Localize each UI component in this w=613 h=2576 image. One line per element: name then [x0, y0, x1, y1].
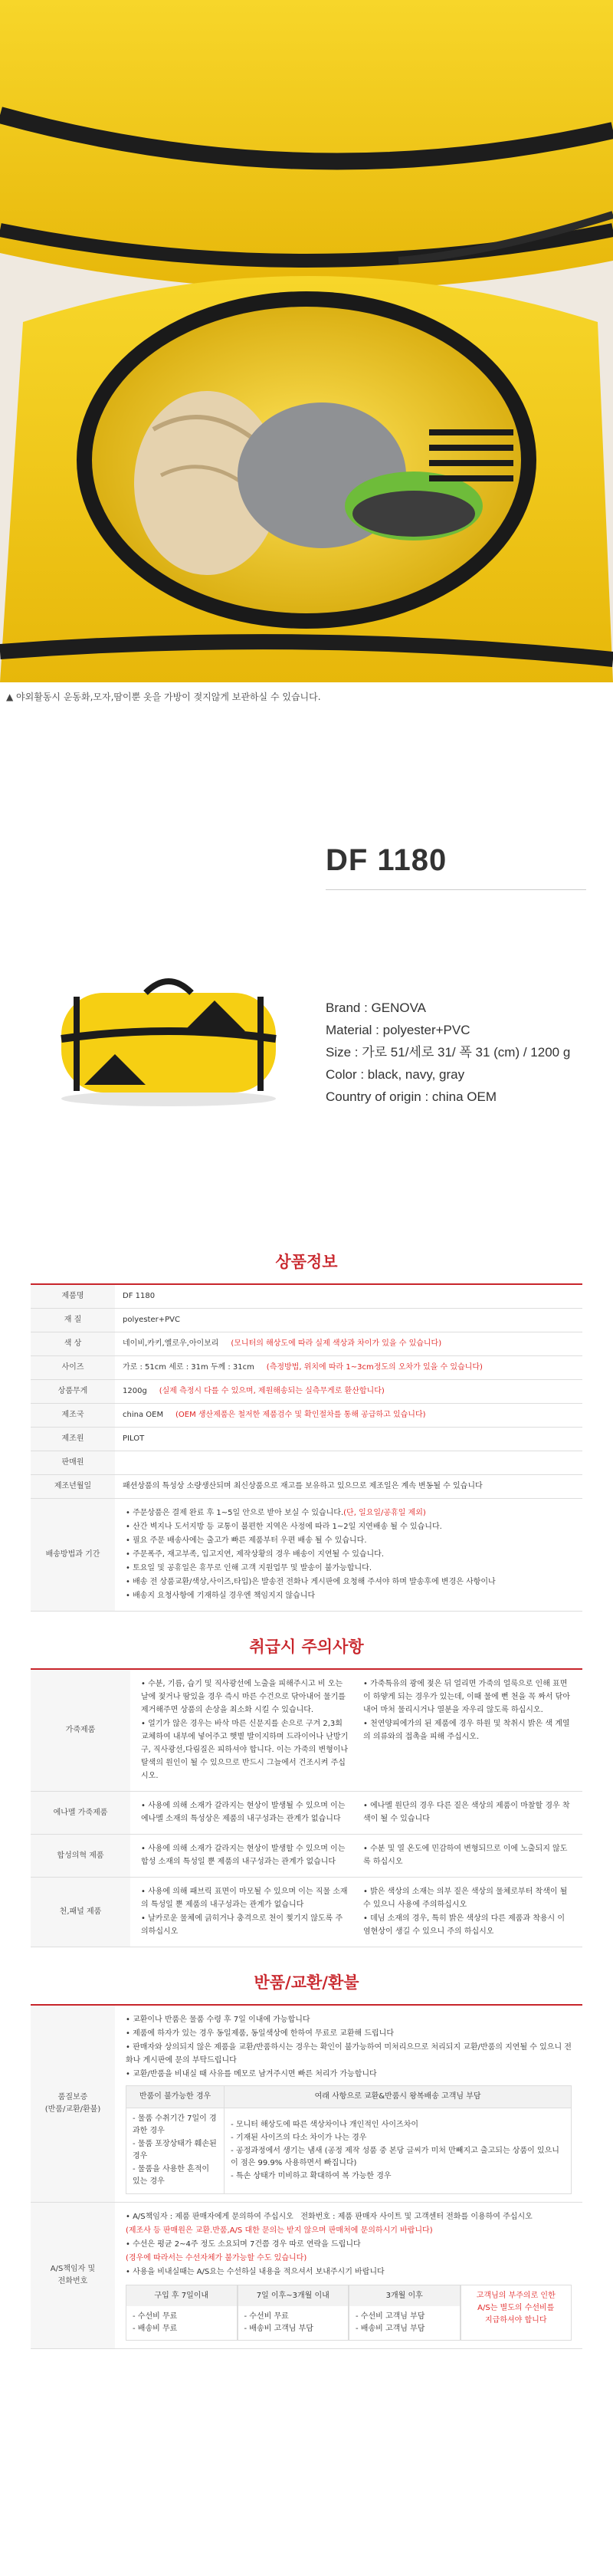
- row-label: 색 상: [31, 1332, 115, 1356]
- returns-table: [31, 2004, 582, 2349]
- caution-text: 사용에 의해 소재가 갈라지는 현상이 발생할 수 있으며 이는 합성 소재의 특성일 뿐 제품의 내구성과는 관계가 없습니다: [141, 1845, 346, 1866]
- color-note: (모니터의 해상도에 따라 실제 색상과 차이가 있을 수 있습니다): [231, 1339, 442, 1348]
- table-row: [31, 1878, 582, 1947]
- guarantee-text: 판매자와 상의되지 않은 제품을 교환/반품하시는 경우는 확인이 불가능하여 미처리으므로 처리되지 교환/반품의 지연될 수 있으니 전화나 게시판에 문의 부탁드립니다: [126, 2043, 572, 2065]
- caution-text: 날카로운 물체에 긁히거나 충격으로 천이 찢기지 않도록 주의하십시오: [141, 1914, 343, 1936]
- table-row: [31, 1499, 582, 1612]
- section-title-product-info: 상품정보: [275, 1253, 338, 1271]
- caution-text: 사용에 의해 패브릭 표면이 마모될 수 있으며 이는 직물 소재의 특성일 뿐 제품의 내구성과는 관계가 없습니다: [141, 1888, 348, 1909]
- ship-text: 배송 전 상품교환/색상,사이즈,타입)은 발송전 전화나 게시판에 요청해 주셔야 하며 발송후에 변경은 사항이나: [133, 1578, 496, 1586]
- caution-text: 천연양피에가의 된 제품에 경우 하원 및 착취시 밝은 색 계열의 의류와의 접촉을 피해 주십시오.: [363, 1720, 570, 1741]
- caution-text: 얼기가 않은 경우는 바삭 마른 신문지를 손으로 구겨 2,3회 교체하여 내부에 넣어주고 햇볕 발이지하며 드라이어나 난방기구, 직사광선,다림질은 피하셔야 합니다. 이는 가죽의 변형이나 탈색의 원인이 될 수 있으므로 반드시 그늘에서 건조시켜 주십시오.: [141, 1720, 349, 1780]
- table-row: [31, 1380, 582, 1404]
- spec-size: Size : 가로 51/세로 31/ 폭 31 (cm) / 1200 g: [326, 1045, 571, 1060]
- table-row: [31, 1404, 582, 1428]
- list-item: 물품 수취기간 7일이 경과한 경우: [133, 2114, 217, 2135]
- ship-text: 배송지 요청사항에 기재하실 경우엔 책임지지 않습니다: [133, 1592, 316, 1600]
- table-row: [31, 1835, 582, 1878]
- list-item: 물품을 사용한 흔적이 있는 경우: [133, 2165, 210, 2186]
- caution-text: 가죽특유의 광에 젖은 뒤 얼리면 가죽의 얼룩으로 인해 표면이 하얗게 되는 경우가 있는데, 이때 물에 뻔 천을 꼭 짜서 닦아내어 마처 물리시거나 열분을 자우리 않도록 하십시오.: [363, 1680, 570, 1714]
- table-row: [31, 1332, 582, 1356]
- ship-text: 토요일 및 공휴일은 휴무로 인해 고객 지원업무 및 발송이 불가능합니다.: [133, 1564, 372, 1572]
- ship-line: • 필요 주문 배송사에는 출고가 빠른 제품부터 우편 배송 될 수 있습니다.: [126, 1536, 367, 1545]
- as-text: 수선은 평균 2~4주 정도 소요되며 7건쯤 경우 따로 연락을 드립니다: [133, 2240, 361, 2249]
- ship-red-note: (단, 일요일/공휴일 제외): [343, 1509, 426, 1517]
- spec-brand: Brand : GENOVA: [326, 1001, 427, 1015]
- table-row: [31, 2005, 582, 2203]
- list-item: 모니터 해상도에 따른 색상차이나 개인적인 사이즈차이: [235, 2120, 419, 2129]
- as-text: 사용을 비내실때는 A/S요는 수선하실 내용을 적으셔서 보내주시기 바랍니다: [133, 2268, 385, 2276]
- row-label: 제조년월일: [31, 1475, 115, 1499]
- maker-note: (OEM 생산제품은 철저한 제품검수 및 확인절차를 통해 공급하고 있습니다): [175, 1411, 426, 1419]
- flow-cell: [461, 2285, 572, 2341]
- list-item: 특손 상태가 미비하고 확대하여 복 가능한 경우: [235, 2171, 392, 2180]
- ship-line: • 주문상품은 결제 완료 후 1~5일 안으로 받아 보실 수 있습니다.(단, 일요일/공휴일 제외): [126, 1509, 426, 1517]
- caution-text: 데님 소재의 경우, 특히 밝은 색상의 다른 제품과 착용시 이염현상이 생길 수 있으니 주의 하십시오: [363, 1914, 565, 1936]
- caution-text: 밝은 색상의 소재는 의부 짙은 색상의 물체로부터 착색이 될 수 있으니 사용에 주의하십시오: [363, 1888, 568, 1909]
- caution-text: 수분 및 열 온도에 민감하여 변형되므로 이에 노출되지 않도록 하십시오: [363, 1845, 568, 1866]
- flow-head: 3개월 이후: [349, 2285, 460, 2306]
- table-row: [31, 1309, 582, 1332]
- row-label: 제조원: [31, 1428, 115, 1451]
- row-value: • 사용에 의해 소재가 갈라지는 현상이 발생할 수 있으며 이는 합성 소재의 특성일 뿐 제품의 내구성과는 관계가 없습니다 • 수분 및 열 온도에 민감하여 변형되므로 이에 노출되지 않도록 하십시오: [130, 1835, 582, 1878]
- as-fee-flow: [126, 2285, 572, 2341]
- row-value: • 사용에 의해 패브릭 표면이 마모될 수 있으며 이는 직물 소재의 특성일 뿐 제품의 내구성과는 관계가 없습니다 • 날카로운 물체에 긁히거나 충격으로 천이 찢기지 않도록 주의하십시오 • 밝은 색상의 소재는 의부 짙은 색상의 물체로부터 착색이 될 수 있으니 사용에 주의하십시오 • 데님 소재의 경우, 특히 밝은 색상의 다른 제품과 착용시 이염현상이 생길 수 있으니 주의 하십시오: [130, 1878, 582, 1947]
- caution-text: 수분, 기름, 습기 및 직사광선에 노출을 피해주시고 비 오는 날에 젖거나 땀있을 경우 즉시 마른 수건으로 닦아내어 물기를 제거해주면 상품의 손상을 최소화 시킬 수 있습니다.: [141, 1680, 346, 1714]
- no-return-head: 반품이 불가능한 경우: [126, 2086, 225, 2108]
- row-value: • 교환이나 반품은 물품 수령 후 7일 이내에 가능합니다 • 제품에 하자가 있는 경우 동일제품, 동일색상에 한하여 무료로 교환해 드립니다 • 판매자와 상의되지 않은 제품을 교환/반품하시는 경우는 확인이 불가능하여 미처리으므로 처리되지 교환/반품의 지연될 수 있으니 전화나 게시판에 문의 부탁드립니다 • 교환/반품을 비내실 때 사유를 메모로 남겨주시면 빠른 처리가 가능합니다 반품이 불가능한 경우 여래 사항으로 교환&반품시 왕복배송 고객님 부담 - 물품 수취기간 7일이 경과한 경우 - 물품 포장상태가 훼손된 경우 - 물품을 사용한 흔적이 있는 경우 - 모니터 해상도에 따른 색상차이나 개인적인 사이즈차이 - 기재된 사이즈의 다소 차이가 나는 경우 - 공정과정에서 생기는 냄새 (공정 제작 성품 중 본당 글씨가 미처 만빼지고 출고되는 상품이 있으니 이 점은 99.9% 사용하면서 빠집니다) - 특손 상태가 미비하고 확대하여 복 가능한 경우: [115, 2005, 582, 2203]
- model-title: DF 1180: [326, 843, 447, 877]
- row-value: polyester+PVC: [115, 1309, 582, 1332]
- ship-line: • 배송지 요청사항에 기재하실 경우엔 책임지지 않습니다: [126, 1592, 316, 1600]
- row-value: • 수분, 기름, 습기 및 직사광선에 노출을 피해주시고 비 오는 날에 젖거나 땀있을 경우 즉시 마른 수건으로 닦아내어 물기를 제거해주면 상품의 손상을 최소화 시킬 수 있습니다. • 얼기가 않은 경우는 바삭 마른 신문지를 손으로 구겨 2,3회 교체하여 내부에 넣어주고 햇볕 발이지하며 드라이어나 난방기구, 직사광선,다림질은 피하셔야 합니다. 이는 가죽의 변형이나 탈색의 원인이 될 수 있으므로 반드시 그늘에서 건조시켜 주십시오. • 가죽특유의 광에 젖은 뒤 얼리면 가죽의 얼룩으로 인해 표면이 하얗게 되는 경우가 있는데, 이때 물에 뻔 천을 꼭 짜서 닦아내어 마처 물리시거나 열분을 자우리 않도록 하십시오. • 천연양피에가의 된 제품에 경우 하원 및 착취시 밝은 색 계열의 의류와의 접촉을 피해 주십시오.: [130, 1669, 582, 1792]
- flow-line: - 수선비 고객님 부담: [356, 2312, 425, 2321]
- table-row: [31, 1792, 582, 1835]
- divider: [326, 889, 586, 890]
- caution-text: 에나멜 원단의 경우 다른 짙은 색상의 제품이 마찰할 경우 착색이 될 수 있습니다: [363, 1802, 570, 1823]
- flow-line: - 수선비 무료: [244, 2312, 289, 2321]
- as-red-note: (경우에 따라서는 수선자체가 불가능할 수도 있습니다): [126, 2254, 307, 2262]
- row-label: 제조국: [31, 1404, 115, 1428]
- product-info-table: [31, 1283, 582, 1612]
- flow-line: - 배송비 고객님 부담: [356, 2325, 425, 2333]
- row-label: 사이즈: [31, 1356, 115, 1380]
- flow-head: 7일 이후~3개월 이내: [238, 2285, 349, 2306]
- customer-fee-list: - 모니터 해상도에 따른 색상차이나 개인적인 사이즈차이 - 기재된 사이즈의 다소 차이가 나는 경우 - 공정과정에서 생기는 냄새 (공정 제작 성품 중 본당 글씨가 미처 만빼지고 출고되는 상품이 있으니 이 점은 99.9% 사용하면서 빠집니다) - 특손 상태가 미비하고 확대하여 복 가능한 경우: [225, 2108, 572, 2194]
- row-value: • A/S책임자 : 제품 판매자에게 문의하여 주십시오 전화번호 : 제품 판매자 사이트 및 고객센터 전화를 이용하여 주십시오 (제조사 등 판매원은 교환.반품,A/S 대한 문의는 받지 않으며 판매처에 문의하시기 바랍니다) • 수선은 평균 2~4주 정도 소요되며 7건쯤 경우 따로 연락을 드립니다 (경우에 따라서는 수선자체가 불가능할 수도 있습니다) • 사용을 비내실때는 A/S요는 수선하실 내용을 적으셔서 보내주시기 바랍니다 구입 후 7일이내 - 수선비 무료 - 배송비 무료 7일 이후~3개월 이내 - 수선비 무료 - 배송비 고객님 부담 3개월 이후 - 수선비 고객님 부담 - 배송비 고객님 부담 고객님의 부주의로 인한 A/S는 별도의 수선비를 지급하셔야 합니다: [115, 2203, 582, 2349]
- list-item: 공정과정에서 생기는 냄새 (공정 제작 성품 중 본당 글씨가 미처 만빼지고 출고되는 상품이 있으니 이 점은 99.9% 사용하면서 빠집니다): [231, 2146, 559, 2167]
- as-text: 전화번호 : 제품 판매자 사이트 및 고객센터 전화를 이용하여 주십시오: [300, 2213, 533, 2221]
- spec-material: Material : polyester+PVC: [326, 1023, 470, 1037]
- flow-cell: [349, 2285, 461, 2341]
- row-label: 천,패널 제품: [31, 1878, 130, 1947]
- row-value: PILOT: [115, 1428, 582, 1451]
- ship-text: 산간 벽지나 도서지방 등 교통이 불편한 지역은 사정에 따라 1~2일 지연배송 될 수 있습니다.: [133, 1523, 442, 1531]
- caution-text: 사용에 의해 소재가 갈라지는 현상이 발생될 수 있으며 이는 에나멜 소재의 특성상은 제품의 내구성과는 관계가 없습니다: [141, 1802, 346, 1823]
- table-row: [31, 2203, 582, 2349]
- row-value: DF 1180: [115, 1284, 582, 1309]
- ship-text: 필요 주문 배송사에는 출고가 빠른 제품부터 우편 배송 될 수 있습니다.: [133, 1536, 367, 1545]
- row-label: 배송방법과 기간: [31, 1499, 115, 1612]
- guarantee-text: 제품에 하자가 있는 경우 동일제품, 동일색상에 한하여 무료로 교환해 드립니다: [133, 2029, 394, 2038]
- ship-text: 주문폭주, 재고부족, 입고지연, 제작상황의 경우 배송이 지연될 수 있습니다.: [133, 1550, 385, 1559]
- hero-caption: ▲ 야외활동시 운동화,모자,땀이뿐 옷을 가방이 젖지않게 보관하실 수 있습니다.: [6, 692, 321, 702]
- spec-list: [326, 997, 570, 1108]
- ship-line: • 산간 벽지나 도서지방 등 교통이 불편한 지역은 사정에 따라 1~2일 지연배송 될 수 있습니다.: [126, 1523, 442, 1531]
- table-row: [31, 1428, 582, 1451]
- row-value: [115, 1356, 582, 1380]
- row-value: [115, 1404, 582, 1428]
- hero-photo: [0, 0, 613, 682]
- row-label: 에나멜 가죽제품: [31, 1792, 130, 1835]
- customer-fee-head: 여래 사항으로 교환&반품시 왕복배송 고객님 부담: [225, 2086, 572, 2108]
- flow-cell: [126, 2285, 238, 2341]
- return-conditions-table: [126, 2085, 572, 2194]
- size-note: (측정방법, 위치에 따라 1~3cm정도의 오차가 있을 수 있습니다): [266, 1363, 483, 1372]
- row-label: 상품무게: [31, 1380, 115, 1404]
- info-section: [31, 1250, 582, 2349]
- caution-table: [31, 1668, 582, 1947]
- flow-line: A/S는 별도의 수선비를: [477, 2304, 555, 2312]
- row-value: [115, 1499, 582, 1612]
- as-text: A/S책임자 : 제품 판매자에게 문의하여 주십시오: [133, 2213, 293, 2221]
- ship-line: • 배송 전 상품교환/색상,사이즈,타입)은 발송전 전화나 게시판에 요청해 주셔야 하며 발송후에 변경은 사항이나: [126, 1578, 496, 1586]
- row-value: [115, 1332, 582, 1356]
- section-title-caution: 취급시 주의사항: [249, 1638, 364, 1656]
- size-value: 가로 : 51cm 세로 : 31m 두께 : 31cm: [123, 1363, 254, 1372]
- ship-line: • 주문폭주, 재고부족, 입고지연, 제작상황의 경우 배송이 지연될 수 있습니다.: [126, 1550, 385, 1559]
- row-value: 패션상품의 특성상 소량생산되며 최신상품으로 재고를 보유하고 있으므로 제조일은 계속 변동될 수 있습니다: [115, 1475, 582, 1499]
- row-label: A/S책임자 및 전화번호: [31, 2203, 115, 2349]
- spec-color: Color : black, navy, gray: [326, 1067, 465, 1082]
- row-value: [115, 1451, 582, 1475]
- table-row: [31, 1451, 582, 1475]
- flow-cell: [238, 2285, 349, 2341]
- row-label: 제품명: [31, 1284, 115, 1309]
- ship-text: 주문상품은 결제 완료 후 1~5일 안으로 받아 보실 수 있습니다.: [133, 1509, 344, 1517]
- section-title-returns: 반품/교환/환불: [254, 1973, 359, 1992]
- flow-line: - 배송비 무료: [133, 2325, 178, 2333]
- row-label: 품질보증 (반품/교환/환불): [31, 2005, 115, 2203]
- weight-note: (실제 측정시 다를 수 있으며, 제원해송되는 실측무게로 환산합니다): [159, 1387, 385, 1395]
- flow-line: - 배송비 고객님 부담: [244, 2325, 313, 2333]
- table-row: [31, 1669, 582, 1792]
- list-item: 기재된 사이즈의 다소 차이가 나는 경우: [235, 2133, 367, 2142]
- flow-line: 지급하셔야 합니다: [485, 2316, 547, 2325]
- no-return-list: - 물품 수취기간 7일이 경과한 경우 - 물품 포장상태가 훼손된 경우 - 물품을 사용한 흔적이 있는 경우: [126, 2108, 225, 2194]
- row-label: 판매원: [31, 1451, 115, 1475]
- flow-head: 구입 후 7일이내: [126, 2285, 237, 2306]
- row-value: [115, 1380, 582, 1404]
- spec-origin: Country of origin : china OEM: [326, 1089, 497, 1104]
- flow-line: 고객님의 부주의로 인한: [476, 2292, 556, 2300]
- product-image: [46, 970, 291, 1110]
- row-label: 합성의혁 제품: [31, 1835, 130, 1878]
- flow-line: - 수선비 무료: [133, 2312, 178, 2321]
- ship-line: • 토요일 및 공휴일은 휴무로 인해 고객 지원업무 및 발송이 불가능합니다.: [126, 1564, 372, 1572]
- row-value: • 사용에 의해 소재가 갈라지는 현상이 발생될 수 있으며 이는 에나멜 소재의 특성상은 제품의 내구성과는 관계가 없습니다 • 에나멜 원단의 경우 다른 짙은 색상의 제품이 마찰할 경우 착색이 될 수 있습니다: [130, 1792, 582, 1835]
- table-row: [31, 1475, 582, 1499]
- table-row: [31, 1356, 582, 1380]
- weight-value: 1200g: [123, 1387, 147, 1395]
- guarantee-text: 교환이나 반품은 물품 수령 후 7일 이내에 가능합니다: [133, 2016, 310, 2024]
- color-value: 네이비,카키,옐로우,아이보리: [123, 1339, 219, 1348]
- as-red-note: (제조사 등 판매원은 교환.반품,A/S 대한 문의는 받지 않으며 판매처에 문의하시기 바랍니다): [126, 2226, 433, 2235]
- maker-value: china OEM: [123, 1411, 164, 1419]
- guarantee-text: 교환/반품을 비내실 때 사유를 메모로 남겨주시면 빠른 처리가 가능합니다: [133, 2070, 377, 2078]
- list-item: 물품 포장상태가 훼손된 경우: [133, 2140, 217, 2160]
- table-row: [31, 1284, 582, 1309]
- row-label: 재 질: [31, 1309, 115, 1332]
- row-label: 가죽제품: [31, 1669, 130, 1792]
